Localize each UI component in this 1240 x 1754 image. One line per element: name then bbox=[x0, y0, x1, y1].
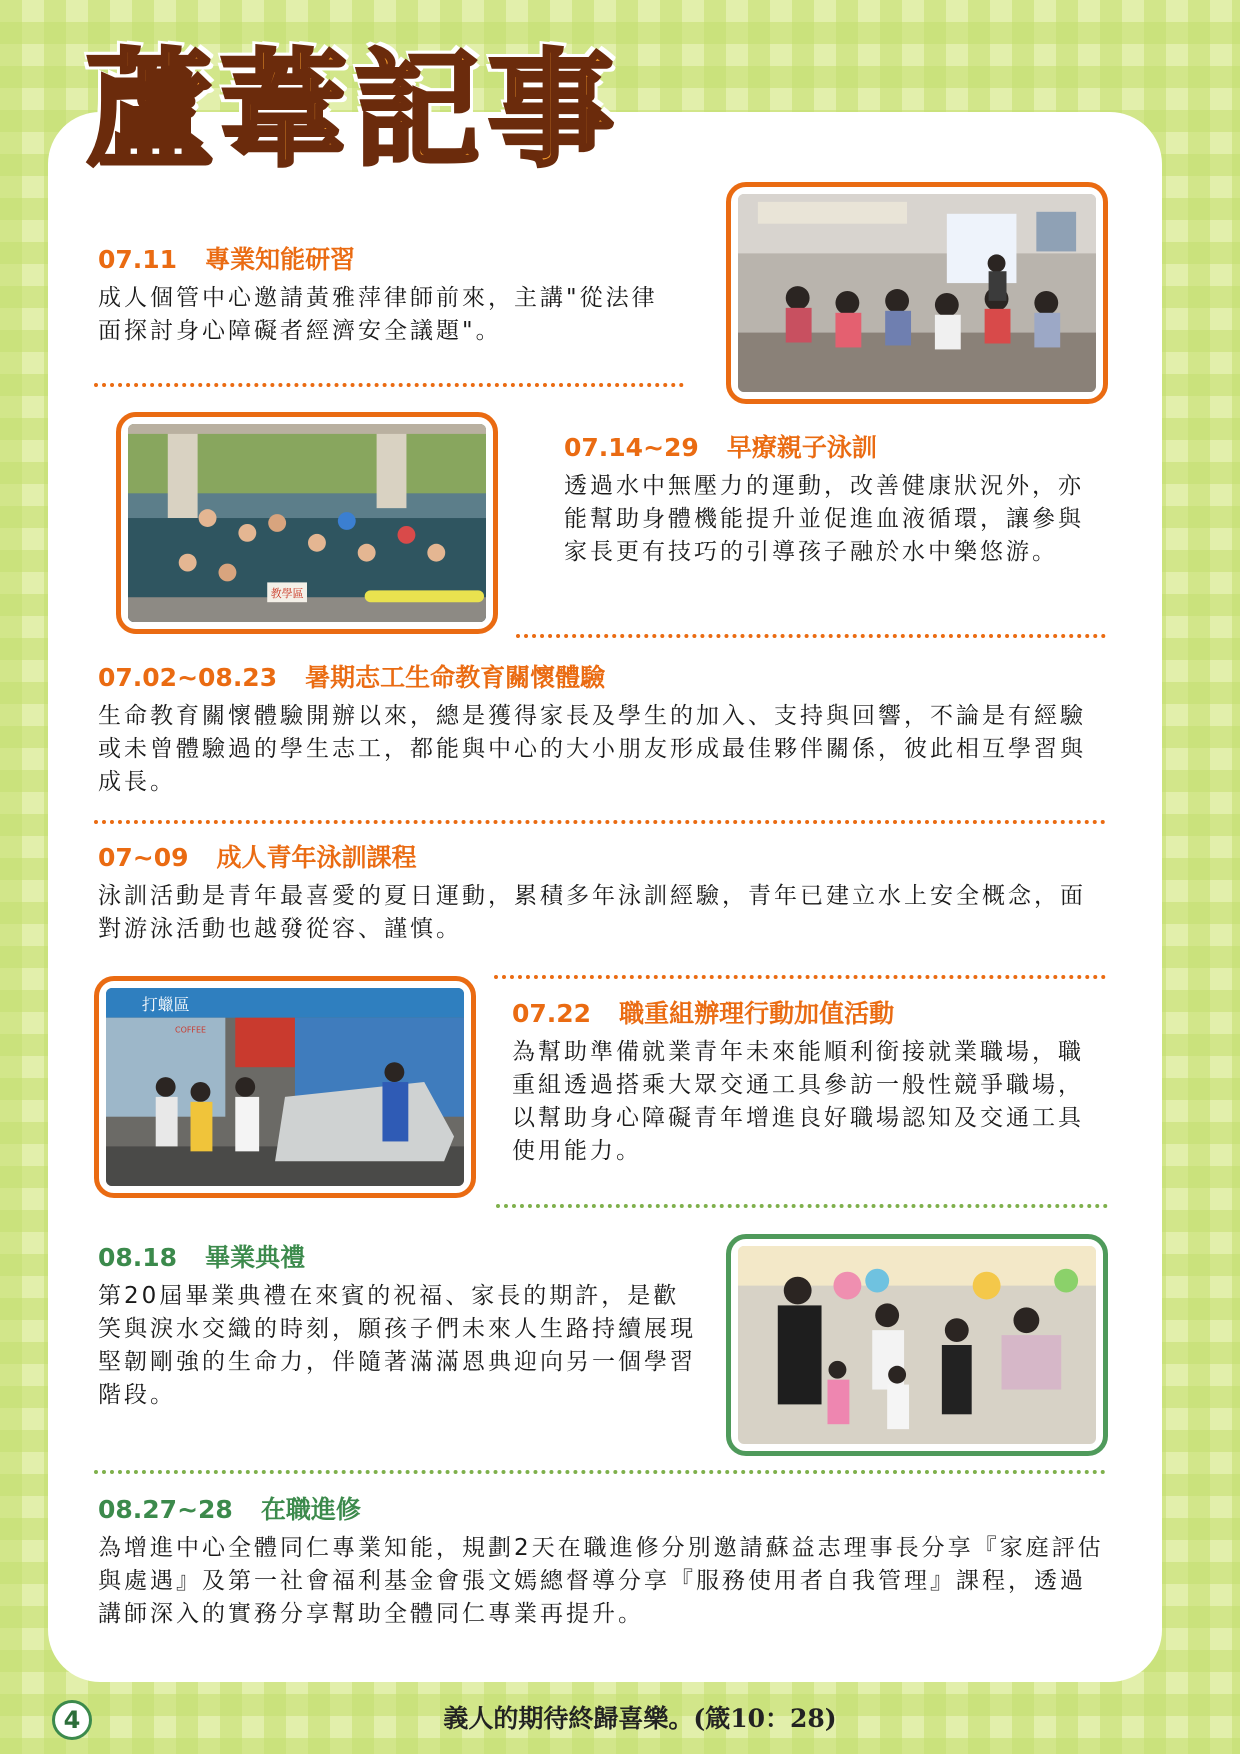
pool-photo-image bbox=[128, 424, 486, 622]
seminar-photo-image bbox=[738, 194, 1096, 392]
section-heading bbox=[98, 840, 1110, 876]
section-date: 07.02~08.23 bbox=[98, 663, 278, 692]
divider bbox=[494, 975, 1106, 979]
section-0818 bbox=[98, 1240, 698, 1412]
graduation-photo-image bbox=[738, 1246, 1096, 1444]
divider bbox=[94, 383, 684, 387]
section-heading bbox=[98, 242, 678, 278]
footer-verse: 義人的期待終歸喜樂。(箴10：28) bbox=[443, 1704, 837, 1733]
section-title: 職重組辦理行動加值活動 bbox=[619, 999, 895, 1028]
title-char-1: 蘆 bbox=[86, 37, 212, 184]
section-body: 透過水中無壓力的運動，改善健康狀況外，亦能幫助身體機能提升並促進血液循環，讓參與家長更有技巧的引導孩子融於水中樂悠游。 bbox=[564, 473, 1084, 565]
section-title: 成人青年泳訓課程 bbox=[216, 843, 417, 872]
section-title: 暑期志工生命教育關懷體驗 bbox=[305, 663, 606, 692]
shop-sign-text: 打蠟區 bbox=[141, 994, 190, 1014]
title-char-4: 事 bbox=[488, 37, 614, 184]
section-body: 泳訓活動是青年最喜愛的夏日運動，累積多年泳訓經驗，青年已建立水上安全概念，面對游泳活動也越發從容、謹慎。 bbox=[98, 883, 1086, 942]
section-0827 bbox=[98, 1492, 1110, 1631]
section-heading bbox=[512, 996, 1104, 1032]
photo-graduation bbox=[726, 1234, 1108, 1456]
divider bbox=[94, 820, 1106, 824]
section-body: 為增進中心全體同仁專業知能，規劃2天在職進修分別邀請蘇益志理事長分享『家庭評估與處遇』及第一社會福利基金會張文嫣總督導分享『服務使用者自我管理』課程，透過講師深入的實務分享幫助全體同仁專業再提升。 bbox=[98, 1535, 1104, 1627]
section-heading bbox=[98, 660, 1110, 696]
section-date: 07~09 bbox=[98, 843, 189, 872]
section-date: 07.14~29 bbox=[564, 433, 699, 462]
title-char-2: 葦 bbox=[220, 37, 346, 184]
page-title bbox=[86, 26, 614, 196]
section-title: 畢業典禮 bbox=[205, 1243, 306, 1272]
section-title: 專業知能研習 bbox=[205, 245, 356, 274]
photo-pool bbox=[116, 412, 498, 634]
carwash-photo-image bbox=[106, 988, 464, 1186]
section-heading bbox=[98, 1240, 698, 1276]
divider bbox=[94, 1470, 1106, 1474]
section-title: 在職進修 bbox=[260, 1495, 361, 1524]
section-0714 bbox=[564, 430, 1104, 569]
section-body: 為幫助準備就業青年未來能順利銜接就業職場，職重組透過搭乘大眾交通工具參訪一般性競爭職場，以幫助身心障礙青年增進良好職場認知及交通工具使用能力。 bbox=[512, 1039, 1084, 1164]
section-0711 bbox=[98, 242, 678, 348]
photo-carwash bbox=[94, 976, 476, 1198]
section-date: 07.22 bbox=[512, 999, 592, 1028]
section-0722 bbox=[512, 996, 1104, 1168]
section-heading bbox=[98, 1492, 1110, 1528]
section-heading bbox=[564, 430, 1104, 466]
divider bbox=[496, 1204, 1108, 1208]
section-date: 08.27~28 bbox=[98, 1495, 233, 1524]
section-body: 生命教育關懷體驗開辦以來，總是獲得家長及學生的加入、支持與回響，不論是有經驗或未曾體驗過的學生志工，都能與中心的大小朋友形成最佳夥伴關係，彼此相互學習與成長。 bbox=[98, 703, 1086, 795]
section-0702 bbox=[98, 660, 1110, 799]
shop-sub-text: COFFEE bbox=[175, 1025, 207, 1035]
section-date: 07.11 bbox=[98, 245, 178, 274]
photo-seminar bbox=[726, 182, 1108, 404]
section-body: 成人個管中心邀請黃雅萍律師前來，主講"從法律面探討身心障礙者經濟安全議題"。 bbox=[98, 285, 658, 344]
section-body: 第20屆畢業典禮在來賓的祝福、家長的期許，是歡笑與淚水交織的時刻，願孩子們未來人生路持續展現堅韌剛強的生命力，伴隨著滿滿恩典迎向另一個學習階段。 bbox=[98, 1283, 696, 1408]
section-title: 早療親子泳訓 bbox=[726, 433, 877, 462]
title-char-3: 記 bbox=[354, 37, 480, 184]
divider bbox=[516, 634, 1106, 638]
page-number: 4 bbox=[52, 1700, 92, 1740]
pool-sign-text: 教學區 bbox=[270, 587, 304, 601]
section-date: 08.18 bbox=[98, 1243, 178, 1272]
section-0709 bbox=[98, 840, 1110, 946]
